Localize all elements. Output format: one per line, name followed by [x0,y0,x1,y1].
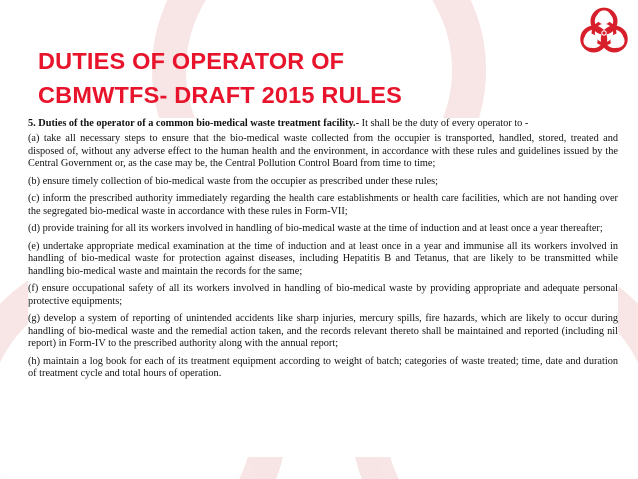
clause-f: (f) ensure occupational safety of all its workers involved in handling of bio-medical waste by providing appropriate and adequate personal protective equipments; [28,283,618,307]
slide-title-line-2: CBMWTFS- DRAFT 2015 RULES [38,82,403,108]
clause-b: (b) ensure timely collection of bio-medical waste from the occupier as prescribed under these rules; [28,175,439,187]
clause-d: (d) provide training for all its workers involved in handling of bio-medical waste at the time of induction and at least once a year thereafter; [28,223,603,235]
section-heading [28,118,618,130]
section-heading-rest: It shall be the duty of every operator to - [359,118,529,129]
section-heading-bold: 5. Duties of the operator of a common bio-medical waste treatment facility.- [28,118,360,129]
clause-a: (a) take all necessary steps to ensure that the bio-medical waste collected from the occupier is transported, handled, stored, treated and disposed of, without any adverse effect to the human health and the environment, in accordance with these rules and guidelines issued by the Central Government or, as the case may be, the Central Pollution Control Board from time to time; [28,133,618,170]
slide-title-line-1: DUTIES OF OPERATOR OF [38,48,345,74]
clause-g: (g) develop a system of reporting of unintended accidents like sharp injuries, mercury spills, fire hazards, which are likely to occur during handling of bio-medical waste and the remedial action taken, and the records relevant thereto shall be maintained and reported (including nil report) in Form-IV to the prescribed authority along with the annual report; [28,313,618,350]
clause-c: (c) inform the prescribed authority immediately regarding the health care establishments or health care facilities, which are not handing over the segregated bio-medical waste in accordance with these rules in Form-VII; [28,193,618,217]
biohazard-icon [577,6,631,60]
clause-e: (e) undertake appropriate medical examination at the time of induction and at least once in a year and immunise all its workers involved in handling of bio-medical waste for protection against diseases, including Hepatitis B and Tetanus, that are likely to be transmitted while handling bio-medical waste and maintain the records for the same; [28,241,618,277]
clause-h: (h) maintain a log book for each of its treatment equipment according to weight of batch; categories of waste treated; time, date and duration of treatment cycle and total hours of operation. [28,355,618,380]
rules-document [28,118,618,457]
slide-title [38,44,402,112]
